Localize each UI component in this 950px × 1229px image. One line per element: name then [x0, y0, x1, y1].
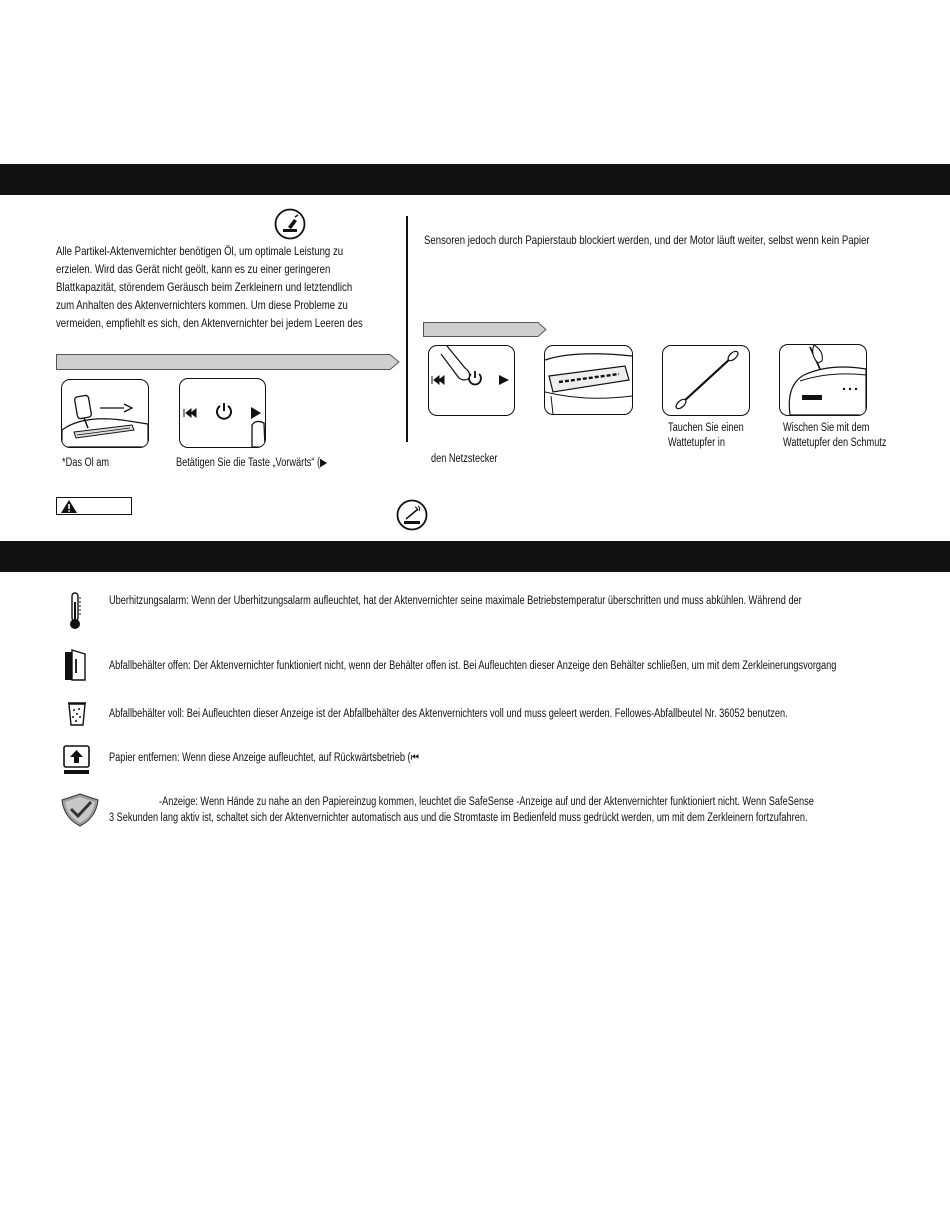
indicator-bin-full-text: Abfallbehälter voll: Bei Aufleuchten dieser Anzeige ist der Abfallbehälter des Aktenvernichters voll und muss geleert werden. Fellowes-Abfallbeutel Nr. 36052 benutzen.	[109, 708, 788, 720]
caption-swab-line: Tauchen Sie einen	[668, 422, 744, 434]
indicator-paper-jam-text: Papier entfernen: Wenn diese Anzeige aufleuchtet, auf Rückwärtsbetrieb (⏮	[109, 752, 419, 764]
indicator-overheat-text: Überhitzungsalarm: Wenn der Überhitzungsalarm aufleuchtet, hat der Aktenvernichter seine maximale Betriebstemperatur überschritten und muss abkühlen. Während der	[109, 595, 802, 607]
caption-wipe-line: Wischen Sie mit dem	[783, 422, 870, 434]
caption-unplug: den Netzstecker	[431, 453, 498, 465]
bin-full-icon	[67, 700, 87, 726]
column-divider	[406, 216, 408, 442]
oiling-paragraph-line: Blattkapazität, störendem Geräusch beim Zerkleinern und letztendlich	[56, 280, 353, 294]
caption-oil: *Das Öl am	[62, 457, 110, 469]
indicator-bin-open-text: Abfallbehälter offen: Der Aktenvernichter funktioniert nicht, wenn der Behälter offen ist. Bei Aufleuchten dieser Anzeige den Behälter schließen, um mit dem Zerkleinerungsvorgang	[109, 660, 837, 672]
section-header-bar-indicators	[0, 541, 950, 572]
caption-swab-line: Wattetupfer in	[668, 437, 725, 449]
caption-forward: Betätigen Sie die Taste „Vorwärts“ (▶	[176, 457, 328, 469]
step-arrow-bar	[423, 322, 547, 337]
no-aerosol-icon	[396, 499, 428, 531]
section-header-bar-maintenance	[0, 164, 950, 195]
oil-can-icon	[274, 208, 306, 240]
wipe-sensor-illustration	[779, 344, 867, 416]
oiling-paragraph-line: vermeiden, empfiehlt es sich, den Aktenvernichter bei jedem Leeren des	[56, 316, 363, 330]
warning-label-box	[56, 497, 132, 515]
cotton-swab-illustration	[662, 345, 750, 416]
step-arrow-bar	[56, 354, 400, 370]
oiling-paragraph-line: zum Anhalten des Aktenvernichters kommen. Um diese Probleme zu	[56, 298, 348, 312]
indicator-safesense-text-line2: 3 Sekunden lang aktiv ist, schaltet sich der Aktenvernichter automatisch aus und die Stromtaste im Bedienfeld muss gedrückt werden, um mit dem Zerkleinern fortzufahren.	[109, 812, 808, 824]
paper-jam-icon	[62, 745, 92, 775]
power-off-illustration	[428, 345, 515, 416]
indicator-safesense-text-line1: -Anzeige: Wenn Hände zu nahe an den Papiereinzug kommen, leuchtet die SafeSense -Anzeige auf und der Aktenvernichter funktioniert nicht. Wenn SafeSense	[159, 796, 814, 808]
oiling-paragraph-line: erzielen. Wird das Gerät nicht geölt, kann es zu einer geringeren	[56, 262, 331, 276]
oil-application-illustration	[61, 379, 149, 448]
sensor-paragraph: Sensoren jedoch durch Papierstaub blockiert werden, und der Motor läuft weiter, selbst wenn kein Papier	[424, 233, 870, 247]
oiling-paragraph-line: Alle Partikel-Aktenvernichter benötigen Öl, um optimale Leistung zu	[56, 244, 344, 258]
thermometer-icon	[68, 592, 82, 630]
shredder-feed-illustration	[544, 345, 633, 415]
bin-open-icon	[64, 649, 86, 681]
caption-wipe-line: Wattetupfer den Schmutz	[783, 437, 887, 449]
warning-triangle-icon	[60, 499, 78, 514]
forward-button-illustration	[179, 378, 266, 448]
safesense-shield-icon	[60, 792, 100, 828]
